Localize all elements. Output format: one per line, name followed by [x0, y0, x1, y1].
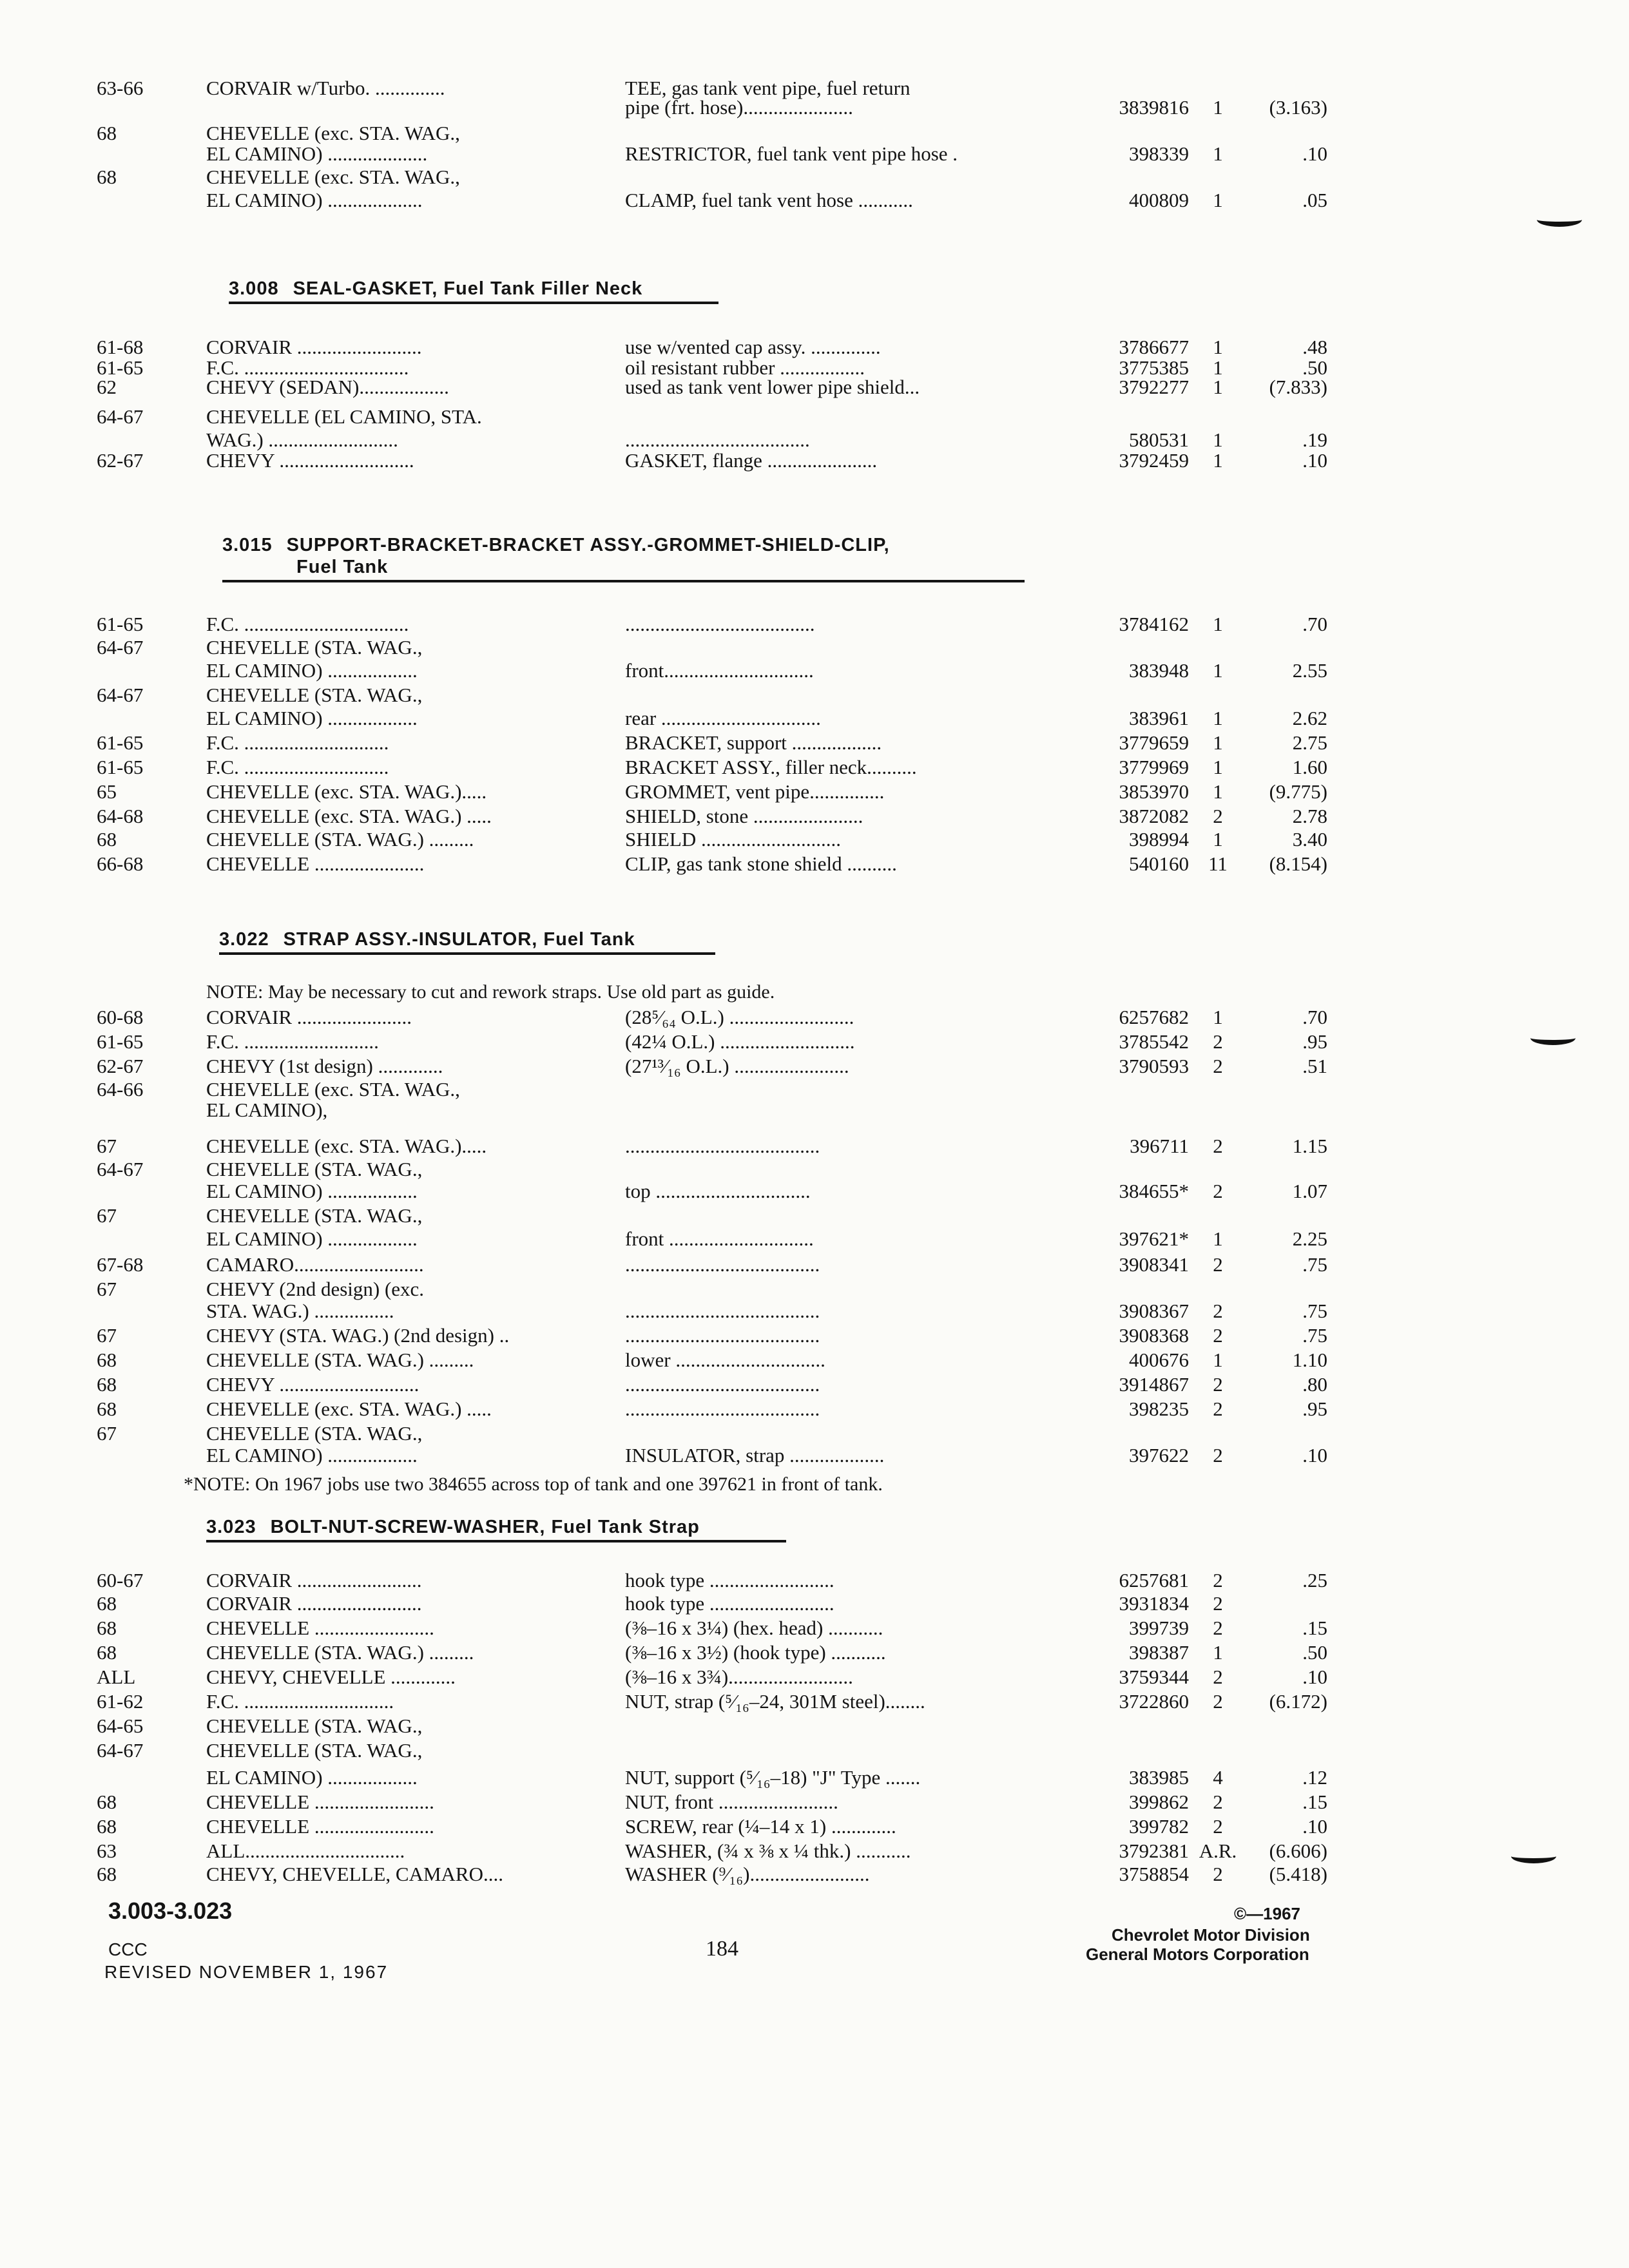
model: CHEVELLE (STA. WAG.) ......... [206, 1641, 474, 1664]
part-number: 399739 [1129, 1617, 1189, 1639]
price: .75 [1302, 1300, 1327, 1322]
model: CORVAIR w/Turbo. .............. [206, 77, 445, 99]
model: EL CAMINO) .................. [206, 707, 418, 729]
quantity: 1 [1213, 189, 1223, 211]
price: .80 [1302, 1373, 1327, 1396]
quantity: 1 [1213, 1006, 1223, 1028]
model: CHEVELLE (STA. WAG.) ......... [206, 828, 474, 850]
price: .15 [1302, 1791, 1327, 1813]
quantity: 2 [1213, 1863, 1223, 1885]
model: CHEVY ............................ [206, 1373, 419, 1396]
revised-date: REVISED NOVEMBER 1, 1967 [104, 1962, 389, 1982]
quantity: 2 [1213, 1815, 1223, 1838]
model: CHEVELLE (STA. WAG., [206, 636, 423, 658]
description: (27¹³⁄₁₆ O.L.) ....................... [625, 1055, 849, 1077]
part-number: 3759344 [1119, 1666, 1189, 1688]
year-range: 64-67 [97, 684, 144, 706]
section-number: 3.023 [206, 1517, 256, 1537]
page-range: 3.003-3.023 [108, 1898, 233, 1924]
model: CHEVELLE ........................ [206, 1791, 434, 1813]
year-range: 61-65 [97, 613, 144, 635]
section-number: 3.022 [219, 929, 269, 950]
quantity: 2 [1213, 1592, 1223, 1615]
year-range: 60-67 [97, 1569, 144, 1591]
price: 2.55 [1292, 659, 1327, 682]
description: (⅜–16 x 3¾)......................... [625, 1666, 853, 1688]
section-number: 3.008 [229, 278, 279, 299]
quantity: 2 [1213, 1444, 1223, 1466]
model: CHEVY (1st design) ............. [206, 1055, 443, 1077]
model: EL CAMINO) ................... [206, 189, 423, 211]
price: .10 [1302, 1815, 1327, 1838]
quantity: 1 [1213, 707, 1223, 729]
part-number: 383985 [1129, 1766, 1189, 1789]
quantity: 11 [1208, 852, 1228, 875]
quantity: 1 [1213, 1641, 1223, 1664]
price: (6.606) [1269, 1840, 1327, 1862]
description: front ............................. [625, 1227, 814, 1250]
part-number: 540160 [1129, 852, 1189, 875]
section-title: BOLT-NUT-SCREW-WASHER, Fuel Tank Strap [270, 1517, 700, 1537]
description: BRACKET ASSY., filler neck.......... [625, 756, 917, 778]
year-range: 68 [97, 166, 117, 188]
quantity: 2 [1213, 1055, 1223, 1077]
quantity: 1 [1213, 1227, 1223, 1250]
part-number: 3758854 [1119, 1863, 1189, 1885]
part-number: 398994 [1129, 828, 1189, 850]
section-title: SUPPORT-BRACKET-BRACKET ASSY.-GROMMET-SHIELD-CLIP, [286, 535, 890, 555]
part-number: 398235 [1129, 1398, 1189, 1420]
price: .95 [1302, 1398, 1327, 1420]
section-underline [229, 302, 718, 304]
quantity: 2 [1213, 805, 1223, 827]
price: .95 [1302, 1030, 1327, 1053]
year-range: 67 [97, 1135, 117, 1157]
part-number: 6257681 [1119, 1569, 1189, 1591]
part-number: 3872082 [1119, 805, 1189, 827]
year-range: 67 [97, 1422, 117, 1445]
description: WASHER, (¾ x ⅜ x ¼ thk.) ........... [625, 1840, 911, 1862]
model: EL CAMINO), [206, 1099, 328, 1121]
model: EL CAMINO) .................. [206, 659, 418, 682]
year-range: 61-65 [97, 756, 144, 778]
price: 1.07 [1292, 1180, 1327, 1202]
description: hook type ......................... [625, 1569, 834, 1591]
part-number: 400676 [1129, 1349, 1189, 1371]
description: SHIELD ............................ [625, 828, 841, 850]
section-underline [219, 952, 715, 955]
part-number: 3784162 [1119, 613, 1189, 635]
year-range: 68 [97, 828, 117, 850]
model: CHEVELLE (EL CAMINO, STA. [206, 405, 482, 428]
model: CORVAIR ....................... [206, 1006, 412, 1028]
quantity: 2 [1213, 1030, 1223, 1053]
part-number: 3775385 [1119, 356, 1189, 379]
part-number: 3786677 [1119, 336, 1189, 358]
year-range: 64-65 [97, 1715, 144, 1737]
model: F.C. ........................... [206, 1030, 379, 1053]
description: NUT, strap (⁵⁄₁₆–24, 301M steel)........ [625, 1690, 925, 1713]
model: CHEVY (STA. WAG.) (2nd design) .. [206, 1324, 510, 1347]
quantity: 1 [1213, 756, 1223, 778]
year-range: 68 [97, 122, 117, 144]
year-range: 67 [97, 1278, 117, 1300]
model: CHEVY (2nd design) (exc. [206, 1278, 425, 1300]
quantity: 2 [1213, 1690, 1223, 1713]
description: ....................................... [625, 1253, 820, 1276]
model: CHEVELLE ........................ [206, 1617, 434, 1639]
part-number: 383948 [1129, 659, 1189, 682]
year-range: 64-66 [97, 1078, 144, 1100]
binder-hole-mark [1511, 1849, 1556, 1863]
description: (42¼ O.L.) ........................... [625, 1030, 855, 1053]
description: ...................................... [625, 613, 815, 635]
year-range: 62 [97, 376, 117, 398]
description: WASHER (⁹⁄₁₆)........................ [625, 1863, 870, 1885]
model: CHEVELLE (exc. STA. WAG., [206, 122, 460, 144]
model: CHEVELLE ...................... [206, 852, 425, 875]
price: .48 [1302, 336, 1327, 358]
copyright: ©—1967 [1234, 1904, 1300, 1923]
quantity: 1 [1213, 780, 1223, 803]
description: (⅜–16 x 3¼) (hex. head) ........... [625, 1617, 883, 1639]
description: lower .............................. [625, 1349, 825, 1371]
quantity: 1 [1213, 428, 1223, 451]
model: F.C. ............................. [206, 731, 389, 754]
year-range: 68 [97, 1641, 117, 1664]
model: EL CAMINO) .................. [206, 1444, 418, 1466]
year-range: 64-67 [97, 636, 144, 658]
quantity: 1 [1213, 96, 1223, 119]
year-range: 65 [97, 780, 117, 803]
model: CHEVELLE (exc. STA. WAG.) ..... [206, 1398, 492, 1420]
model: EL CAMINO) .................. [206, 1766, 418, 1789]
part-number: 397622 [1129, 1444, 1189, 1466]
price: 2.78 [1292, 805, 1327, 827]
year-range: 62-67 [97, 1055, 144, 1077]
part-number: 3792459 [1119, 449, 1189, 472]
quantity: 1 [1213, 356, 1223, 379]
part-number: 399862 [1129, 1791, 1189, 1813]
section-heading [229, 277, 642, 300]
quantity: 4 [1213, 1766, 1223, 1789]
quantity: 1 [1213, 336, 1223, 358]
model: F.C. ............................. [206, 756, 389, 778]
price: (5.418) [1269, 1863, 1327, 1885]
section-title: SEAL-GASKET, Fuel Tank Filler Neck [293, 278, 643, 299]
price: .51 [1302, 1055, 1327, 1077]
ccc-label: CCC [108, 1939, 148, 1959]
price: (6.172) [1269, 1690, 1327, 1713]
model: F.C. .............................. [206, 1690, 394, 1713]
year-range: 64-67 [97, 1158, 144, 1180]
part-number: 384655* [1119, 1180, 1189, 1202]
model: EL CAMINO) .................. [206, 1227, 418, 1250]
description: CLAMP, fuel tank vent hose ........... [625, 189, 913, 211]
part-number: 396711 [1130, 1135, 1189, 1157]
price: .10 [1302, 449, 1327, 472]
description: SCREW, rear (¼–14 x 1) ............. [625, 1815, 896, 1838]
quantity: 2 [1213, 1666, 1223, 1688]
year-range: ALL [97, 1666, 136, 1688]
price: .10 [1302, 1666, 1327, 1688]
quantity: 1 [1213, 659, 1223, 682]
year-range: 68 [97, 1617, 117, 1639]
section-title: STRAP ASSY.-INSULATOR, Fuel Tank [283, 929, 635, 950]
year-range: 64-67 [97, 405, 144, 428]
model: CHEVELLE (exc. STA. WAG.)..... [206, 1135, 487, 1157]
description: SHIELD, stone ...................... [625, 805, 863, 827]
part-number: 3853970 [1119, 780, 1189, 803]
price: 3.40 [1292, 828, 1327, 850]
part-number: 3931834 [1119, 1592, 1189, 1615]
part-number: 3790593 [1119, 1055, 1189, 1077]
page-number: 184 [706, 1937, 738, 1961]
model: EL CAMINO) .................... [206, 142, 428, 165]
quantity: 2 [1213, 1300, 1223, 1322]
model: CHEVY ........................... [206, 449, 414, 472]
model: CHEVELLE (exc. STA. WAG., [206, 1078, 460, 1100]
price: .75 [1302, 1253, 1327, 1276]
model: CHEVELLE ........................ [206, 1815, 434, 1838]
binder-hole-mark [1537, 213, 1582, 227]
part-number: 400809 [1129, 189, 1189, 211]
year-range: 67 [97, 1204, 117, 1227]
quantity: 2 [1213, 1791, 1223, 1813]
part-number: 3792277 [1119, 376, 1189, 398]
binder-hole-mark [1530, 1031, 1576, 1045]
description: GASKET, flange ...................... [625, 449, 878, 472]
model: CHEVELLE (exc. STA. WAG., [206, 166, 460, 188]
part-number: 398339 [1129, 142, 1189, 165]
quantity: 2 [1213, 1617, 1223, 1639]
year-range: 61-65 [97, 731, 144, 754]
year-range: 68 [97, 1349, 117, 1371]
quantity: 1 [1213, 376, 1223, 398]
price: 1.60 [1292, 756, 1327, 778]
model: CHEVY, CHEVELLE, CAMARO.... [206, 1863, 503, 1885]
quantity: 1 [1213, 613, 1223, 635]
model: F.C. ................................. [206, 356, 409, 379]
description: CLIP, gas tank stone shield .......... [625, 852, 897, 875]
price: .25 [1302, 1569, 1327, 1591]
section-underline [222, 580, 1025, 582]
quantity: 1 [1213, 449, 1223, 472]
price: (8.154) [1269, 852, 1327, 875]
price: .19 [1302, 428, 1327, 451]
section-note: NOTE: May be necessary to cut and rework straps. Use old part as guide. [206, 981, 775, 1003]
section-underline [206, 1540, 786, 1542]
model: EL CAMINO) .................. [206, 1180, 418, 1202]
price: 1.15 [1292, 1135, 1327, 1157]
year-range: 63 [97, 1840, 117, 1862]
description: NUT, support (⁵⁄₁₆–18) "J" Type ....... [625, 1766, 921, 1789]
year-range: 61-65 [97, 1030, 144, 1053]
description: BRACKET, support .................. [625, 731, 882, 754]
section-number: 3.015 [222, 535, 273, 555]
quantity: 2 [1213, 1569, 1223, 1591]
price: .50 [1302, 356, 1327, 379]
price: .70 [1302, 1006, 1327, 1028]
model: ALL................................ [206, 1840, 405, 1862]
quantity: 1 [1213, 1349, 1223, 1371]
description: NUT, front ........................ [625, 1791, 838, 1813]
year-range: 67 [97, 1324, 117, 1347]
part-number: 3908341 [1119, 1253, 1189, 1276]
division-name: Chevrolet Motor Division [1112, 1925, 1310, 1945]
part-number: 6257682 [1119, 1006, 1189, 1028]
part-number: 3908368 [1119, 1324, 1189, 1347]
description: TEE, gas tank vent pipe, fuel return [625, 77, 911, 99]
description: used as tank vent lower pipe shield... [625, 376, 920, 398]
description: GROMMET, vent pipe............... [625, 780, 885, 803]
price: 2.62 [1292, 707, 1327, 729]
section-heading [219, 928, 635, 951]
section-title-cont: Fuel Tank [296, 557, 389, 577]
part-number: 3722860 [1119, 1690, 1189, 1713]
part-number: 3792381 [1119, 1840, 1189, 1862]
part-number: 3839816 [1119, 96, 1189, 119]
part-number: 580531 [1129, 428, 1189, 451]
year-range: 67-68 [97, 1253, 144, 1276]
description: ....................................... [625, 1373, 820, 1396]
price: (9.775) [1269, 780, 1327, 803]
year-range: 66-68 [97, 852, 144, 875]
model: CHEVELLE (STA. WAG., [206, 1739, 423, 1762]
year-range: 68 [97, 1815, 117, 1838]
model: CHEVY (SEDAN).................. [206, 376, 449, 398]
description: rear ................................ [625, 707, 821, 729]
model: CHEVELLE (STA. WAG.) ......... [206, 1349, 474, 1371]
price: .05 [1302, 189, 1327, 211]
year-range: 68 [97, 1863, 117, 1885]
quantity: 2 [1213, 1373, 1223, 1396]
price: .75 [1302, 1324, 1327, 1347]
quantity: 2 [1213, 1253, 1223, 1276]
quantity: 1 [1213, 731, 1223, 754]
year-range: 68 [97, 1373, 117, 1396]
description: ....................................... [625, 1324, 820, 1347]
year-range: 68 [97, 1398, 117, 1420]
quantity: A.R. [1199, 1840, 1237, 1862]
price: .50 [1302, 1641, 1327, 1664]
part-number: 397621* [1119, 1227, 1189, 1250]
year-range: 61-68 [97, 336, 144, 358]
description: pipe (frt. hose)...................... [625, 96, 853, 119]
part-number: 398387 [1129, 1641, 1189, 1664]
price: 1.10 [1292, 1349, 1327, 1371]
year-range: 64-67 [97, 1739, 144, 1762]
price: 2.75 [1292, 731, 1327, 754]
price: .70 [1302, 613, 1327, 635]
model: CHEVELLE (STA. WAG., [206, 1158, 423, 1180]
part-number: 3914867 [1119, 1373, 1189, 1396]
quantity: 2 [1213, 1398, 1223, 1420]
model: CHEVELLE (STA. WAG., [206, 1715, 423, 1737]
corporation-name: General Motors Corporation [1086, 1945, 1309, 1964]
price: .10 [1302, 142, 1327, 165]
year-range: 68 [97, 1592, 117, 1615]
model: CHEVELLE (STA. WAG., [206, 1204, 423, 1227]
description: hook type ......................... [625, 1592, 834, 1615]
description: (⅜–16 x 3½) (hook type) ........... [625, 1641, 886, 1664]
description: ..................................... [625, 428, 810, 451]
description: ....................................... [625, 1300, 820, 1322]
model: CHEVELLE (STA. WAG., [206, 684, 423, 706]
year-range: 61-62 [97, 1690, 144, 1713]
section-footnote: *NOTE: On 1967 jobs use two 384655 across top of tank and one 397621 in front of tank. [184, 1474, 883, 1495]
quantity: 1 [1213, 142, 1223, 165]
description: ....................................... [625, 1398, 820, 1420]
description: INSULATOR, strap ................... [625, 1444, 885, 1466]
part-number: 383961 [1129, 707, 1189, 729]
model: CORVAIR ......................... [206, 1569, 422, 1591]
description: use w/vented cap assy. .............. [625, 336, 881, 358]
part-number: 3779659 [1119, 731, 1189, 754]
description: oil resistant rubber ................. [625, 356, 865, 379]
part-number: 3785542 [1119, 1030, 1189, 1053]
part-number: 3779969 [1119, 756, 1189, 778]
section-heading [222, 533, 890, 557]
description: top ............................... [625, 1180, 811, 1202]
quantity: 2 [1213, 1135, 1223, 1157]
price: (7.833) [1269, 376, 1327, 398]
year-range: 68 [97, 1791, 117, 1813]
description: (28⁵⁄₆₄ O.L.) ......................... [625, 1006, 854, 1028]
year-range: 60-68 [97, 1006, 144, 1028]
year-range: 63-66 [97, 77, 144, 99]
year-range: 64-68 [97, 805, 144, 827]
price: .15 [1302, 1617, 1327, 1639]
quantity: 2 [1213, 1324, 1223, 1347]
price: .12 [1302, 1766, 1327, 1789]
quantity: 2 [1213, 1180, 1223, 1202]
part-number: 3908367 [1119, 1300, 1189, 1322]
model: STA. WAG.) ................ [206, 1300, 394, 1322]
description: RESTRICTOR, fuel tank vent pipe hose . [625, 142, 958, 165]
model: F.C. ................................. [206, 613, 409, 635]
model: CHEVELLE (exc. STA. WAG.)..... [206, 780, 487, 803]
section-heading [206, 1515, 700, 1539]
description: ....................................... [625, 1135, 820, 1157]
year-range: 61-65 [97, 356, 144, 379]
price: .10 [1302, 1444, 1327, 1466]
quantity: 1 [1213, 828, 1223, 850]
model: CHEVY, CHEVELLE ............. [206, 1666, 456, 1688]
price: 2.25 [1292, 1227, 1327, 1250]
price: (3.163) [1269, 96, 1327, 119]
model: CHEVELLE (STA. WAG., [206, 1422, 423, 1445]
year-range: 62-67 [97, 449, 144, 472]
model: CAMARO.......................... [206, 1253, 424, 1276]
model: CORVAIR ......................... [206, 336, 422, 358]
description: front.............................. [625, 659, 814, 682]
part-number: 399782 [1129, 1815, 1189, 1838]
model: CHEVELLE (exc. STA. WAG.) ..... [206, 805, 492, 827]
model: WAG.) .......................... [206, 428, 398, 451]
model: CORVAIR ......................... [206, 1592, 422, 1615]
